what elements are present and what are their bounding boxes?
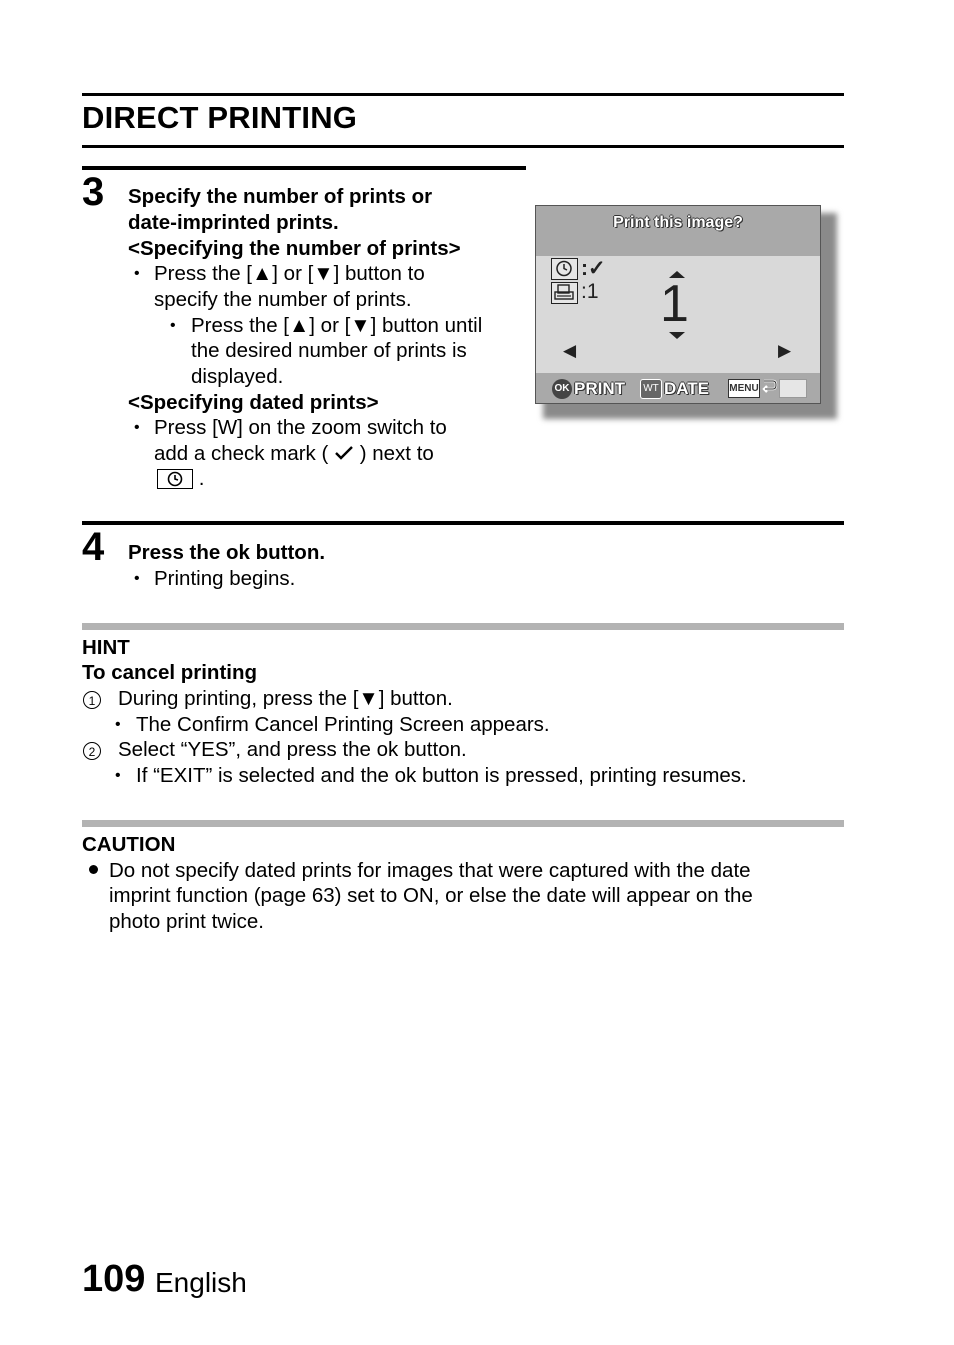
header-top-rule bbox=[82, 93, 844, 96]
camera-screen bbox=[535, 205, 821, 404]
return-icon bbox=[760, 377, 778, 400]
print-count-value: :1 bbox=[581, 280, 599, 303]
step3-line-11 bbox=[154, 441, 434, 467]
menu-button-icon: MENU bbox=[728, 379, 760, 398]
caution-line-2: imprint function (page 63) set to ON, or else the date will appear on the bbox=[109, 884, 753, 907]
count-down-arrow-icon[interactable] bbox=[669, 332, 685, 339]
caution-line-3: photo print twice. bbox=[109, 910, 264, 933]
step3-line-6: Press the [▲] or [▼] button until bbox=[191, 314, 483, 337]
period-text: . bbox=[198, 467, 205, 490]
step3-line-5: specify the number of prints. bbox=[154, 288, 412, 311]
check-mark-text-prefix: add a check mark ( bbox=[154, 442, 329, 465]
date-mark-value: :✓ bbox=[581, 257, 606, 280]
back-tab-icon bbox=[779, 379, 807, 398]
step4-title: Press the ok button. bbox=[128, 541, 326, 564]
check-mark-text-suffix: ) next to bbox=[359, 442, 434, 465]
date-label: DATE bbox=[664, 379, 710, 398]
ok-button-icon: OK bbox=[552, 379, 572, 399]
date-icon bbox=[551, 258, 578, 280]
hint-item-1-sub: The Confirm Cancel Printing Screen appears. bbox=[136, 713, 550, 736]
hint-heading: HINT bbox=[82, 636, 130, 659]
bullet-dot: • bbox=[134, 570, 140, 587]
hint-item-2-text: Select “YES”, and press the ok button. bbox=[118, 738, 467, 761]
step3-line-7: the desired number of prints is bbox=[191, 339, 467, 362]
bullet-dot: • bbox=[115, 767, 121, 784]
caution-rule bbox=[82, 820, 844, 827]
step3-line-1: Specify the number of prints or bbox=[128, 185, 433, 208]
step4-rule bbox=[82, 521, 844, 525]
screen-title: Print this image? bbox=[613, 214, 743, 231]
caution-line-1: Do not specify dated prints for images that were captured with the date bbox=[109, 859, 751, 882]
bullet-dot: • bbox=[134, 265, 140, 282]
print-icon bbox=[551, 282, 578, 304]
step3-rule bbox=[82, 166, 526, 170]
step3-line-8: displayed. bbox=[191, 365, 284, 388]
big-count-number: 1 bbox=[660, 275, 689, 333]
hint-item-2-sub: If “EXIT” is selected and the ok button is pressed, printing resumes. bbox=[136, 764, 747, 787]
hint-subheading: To cancel printing bbox=[82, 661, 258, 684]
hint-item-1-text: During printing, press the [▼] button. bbox=[118, 687, 453, 710]
header-bottom-rule bbox=[82, 145, 844, 148]
step4-number: 4 bbox=[82, 525, 105, 569]
step3-subheading-count: <Specifying the number of prints> bbox=[128, 237, 461, 260]
bullet-dot: • bbox=[170, 317, 176, 334]
step3-number: 3 bbox=[82, 170, 105, 214]
clock-icon bbox=[157, 469, 193, 489]
caution-bullet-dot bbox=[89, 865, 98, 874]
circled-number-2: 2 bbox=[83, 742, 101, 760]
step3-subheading-dated: <Specifying dated prints> bbox=[128, 391, 379, 414]
page-number: 109 bbox=[82, 1258, 146, 1300]
next-image-arrow-icon[interactable]: ▶ bbox=[778, 341, 792, 360]
step3-line-10: Press [W] on the zoom switch to bbox=[154, 416, 447, 439]
circled-number-1: 1 bbox=[83, 691, 101, 709]
step3-line-2: date-imprinted prints. bbox=[128, 211, 339, 234]
hint-rule bbox=[82, 623, 844, 630]
print-label: PRINT bbox=[574, 379, 625, 398]
previous-image-arrow-icon[interactable]: ◀ bbox=[563, 341, 577, 360]
step3-line-4: Press the [▲] or [▼] button to bbox=[154, 262, 425, 285]
caution-heading: CAUTION bbox=[82, 833, 176, 856]
bullet-dot: • bbox=[115, 716, 121, 733]
page-language: English bbox=[155, 1267, 247, 1298]
page-title: DIRECT PRINTING bbox=[82, 100, 358, 135]
bullet-dot: • bbox=[134, 419, 140, 436]
step3-line-13 bbox=[157, 466, 204, 492]
check-mark-icon bbox=[334, 442, 360, 465]
zoom-wt-icon: WT bbox=[640, 379, 662, 399]
step4-bullet: Printing begins. bbox=[154, 567, 296, 590]
